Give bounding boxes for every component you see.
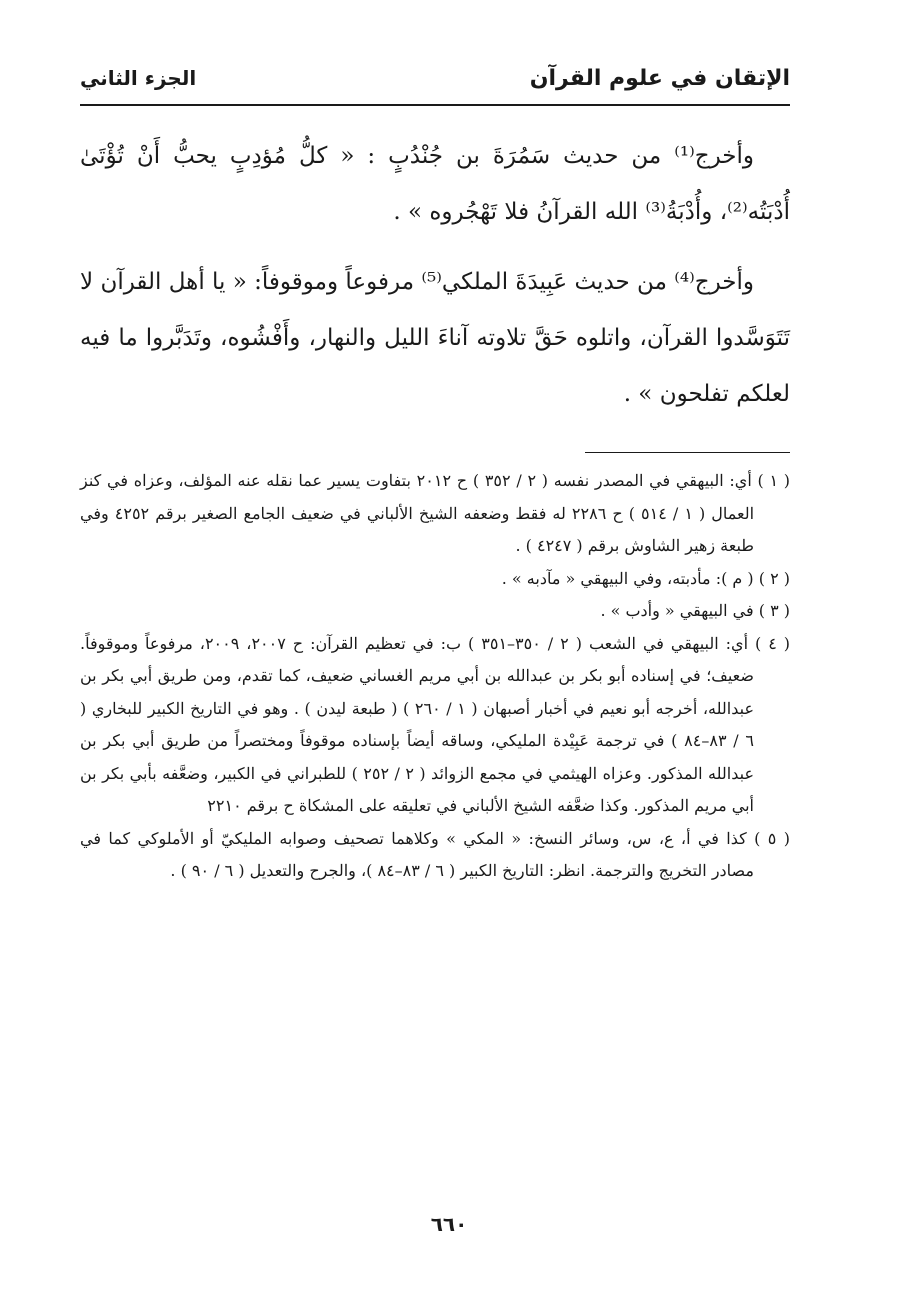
main-text bbox=[80, 128, 790, 436]
book-title: الإتقان في علوم القرآن bbox=[529, 65, 790, 91]
footnote-2: ( ٢ ) ( م ): مأدبته، وفي البيهقي « مآدبه » . bbox=[501, 568, 790, 588]
header-divider bbox=[80, 104, 790, 106]
footnote-separator bbox=[585, 452, 790, 453]
footnote-1: ( ١ ) أي: البيهقي في المصدر نفسه ( ٢ / ٣٥٢ ) ح ٢٠١٢ بتفاوت يسير عما نقله عنه المؤلف، وعزاه في كنز العمال ( ١ / ٥١٤ ) ح ٢٢٨٦ له فقط وضعفه الشيخ الألباني في ضعيف الجامع الصغير برقم ٤٢٥٢ وفي طبعة زهير الشاوش برقم ( ٤٢٤٧ ) . bbox=[80, 471, 791, 555]
running-header bbox=[80, 58, 790, 98]
footnotes bbox=[80, 465, 790, 888]
footnote-3: ( ٣ ) في البيهقي « وأدب » . bbox=[600, 601, 790, 620]
paragraph-2: وأخرج⁽⁴⁾ من حديث عَبِيدَةَ الملكي⁽⁵⁾ مرفوعاً وموقوفاً: « يا أهل القرآن لا تَتَوَسَّدوا القرآن، واتلوه حَقَّ تلاوته آناءَ الليل والنهار، وأَفْشُوه، وتَدَبَّروا ما فيه لعلكم تفلحون » . bbox=[80, 269, 790, 407]
footnote-4: ( ٤ ) أي: البيهقي في الشعب ( ٢ / ٣٥٠–٣٥١ ) ب: في تعظيم القرآن: ح ٢٠٠٧، ٢٠٠٩، مرفوعاً وموقوفاً. ضعيف؛ في إسناده أبو بكر بن عبدالله بن أبي مريم الغساني ضعيف، كما تقدم، ومن طريق أبي بكر بن عبدالله، أخرجه أبو نعيم في أخبار أصبهان ( ١ / ٢٦٠ ) ( طبعة ليدن ) . وهو في التاريخ الكبير للبخاري ( ٦ / ٨٣–٨٤ ) في ترجمة عَبِيْدة المليكي، وساقه أيضاً بإسناده موقوفاً ومختصراً من طريق أبي بكر بن عبدالله المذكور. وعزاه الهيثمي في مجمع الزوائد ( ٢ / ٢٥٢ ) للطبراني في الكبير، وضعَّفه بأبي بكر بن أبي مريم المذكور. وكذا ضعَّفه الشيخ الألباني في تعليقه على المشكاة ح برقم ٢٢١٠ bbox=[80, 633, 791, 815]
paragraph-1: وأخرج⁽¹⁾ من حديث سَمُرَةَ بن جُنْدُبٍ : « كلُّ مُؤدِبٍ يحبُّ أَنْ تُؤْتَىٰ أُدْبَتُه⁽²⁾، وأُدْبَةُ⁽³⁾ الله القرآنُ فلا تَهْجُروه » . bbox=[80, 143, 790, 225]
footnote-5: ( ٥ ) كذا في أ، ع، س، وسائر النسخ: « المكي » وكلاهما تصحيف وصوابه المليكيّ أو الأملوكي كما في مصادر التخريج والترجمة. انظر: التاريخ الكبير ( ٦ / ٨٣–٨٤ )، والجرح والتعديل ( ٦ / ٩٠ ) . bbox=[80, 828, 791, 880]
page-number: ٦٦٠ bbox=[430, 1212, 468, 1236]
volume-label: الجزء الثاني bbox=[80, 66, 197, 90]
